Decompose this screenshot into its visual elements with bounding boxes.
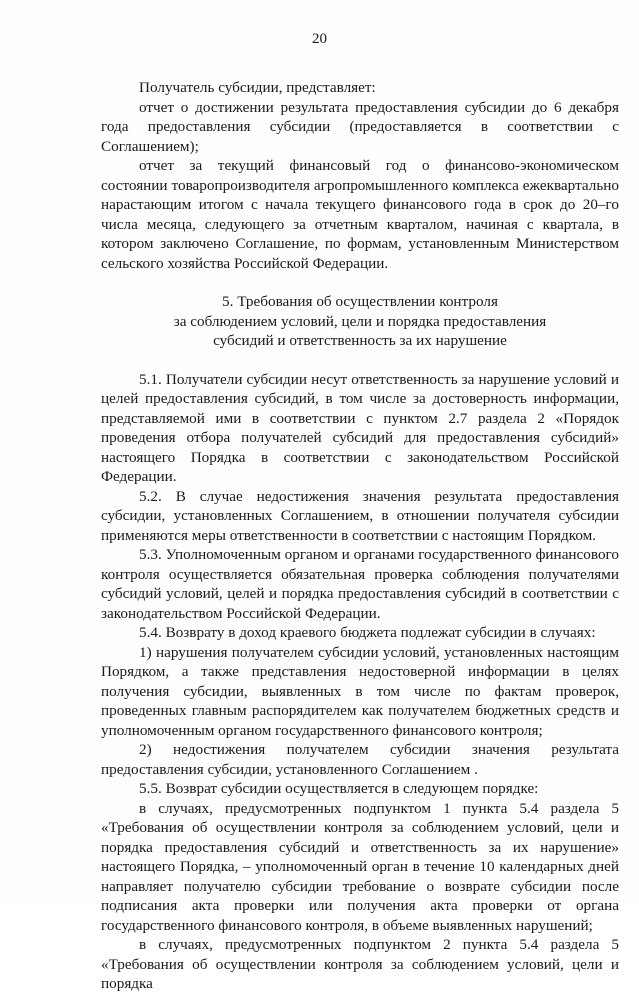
section-title-line: 5. Требования об осуществлении контроля [222, 293, 498, 310]
paragraph-5-4: 5.4. Возврату в доход краевого бюджета подлежат субсидии в случаях: [139, 624, 596, 641]
document-body [101, 78, 619, 994]
intro-lead: Получатель субсидии, представляет: [139, 79, 376, 96]
paragraph-5-1: 5.1. Получатели субсидии несут ответственность за нарушение условий и целей предоставления субсидий, в том числе за достоверность информации, представляемой ими в соответствии с пунктом 2.7 раздела 2 «Порядок проведения отбора получателей субсидий для предоставления субсидий» настоящего Порядка в соответствии с законодательством Российской Федерации. [101, 370, 619, 485]
paragraph-5-4-item-1: 1) нарушения получателем субсидии условий, установленных настоящим Порядком, а также представления недостоверной информации в целях получения субсидии, выявленных в том числе по фактам проверок, проведенных главным распорядителем как получателем бюджетных средств и уполномоченным органом государственного финансового контроля; [101, 643, 619, 739]
paragraph-5-2: 5.2. В случае недостижения значения результата предоставления субсидии, установленных Соглашением, в отношении получателя субсидии применяются меры ответственности в соответствии с настоящим Порядком. [101, 487, 619, 544]
section-title-line: субсидий и ответственность за их нарушение [213, 332, 507, 349]
page-number: 20 [312, 31, 327, 47]
paragraph-5-3: 5.3. Уполномоченным органом и органами государственного финансового контроля осуществляется обязательная проверка соблюдения получателями субсидий условий, целей и порядка предоставления субсидий в соответствии с законодательством Российской Федерации. [101, 546, 619, 622]
paragraph-5-5-case-2: в случаях, предусмотренных подпунктом 2 пункта 5.4 раздела 5 «Требования об осуществлении контроля за соблюдением условий, цели и порядка [101, 936, 619, 992]
section-title [101, 292, 619, 351]
paragraph-5-5: 5.5. Возврат субсидии осуществляется в следующем порядке: [139, 780, 539, 797]
intro-item-2: отчет за текущий финансовый год о финансово-экономическом состоянии товаропроизводителя агропромышленного комплекса ежеквартально нарастающим итогом с начала текущего финансового года в срок до 20–го числа месяца, следующего за отчетным кварталом, начиная с квартала, в котором заключено Соглашение, по формам, установленным Министерством сельского хозяйства Российской Федерации. [101, 157, 619, 272]
intro-item-1: отчет о достижении результата предоставления субсидии до 6 декабря года предоставления субсидии (предоставляется в соответствии с Соглашением); [101, 98, 619, 155]
section-title-line: за соблюдением условий, цели и порядка предоставления [173, 312, 547, 330]
paragraph-5-4-item-2: 2) недостижения получателем субсидии значения результата предоставления субсидии, установленного Соглашением . [101, 741, 619, 778]
paragraph-5-5-case-1: в случаях, предусмотренных подпунктом 1 пункта 5.4 раздела 5 «Требования об осуществлении контроля за соблюдением условий, цели и порядка предоставления субсидий и ответственность за их нарушение» настоящего Порядка, – уполномоченный орган в течение 10 календарных дней направляет получателю субсидии требование о возврате субсидии после подписания акта проверки или получения акта проверки от органа государственного финансового контроля, в объеме выявленных нарушений; [101, 799, 619, 934]
